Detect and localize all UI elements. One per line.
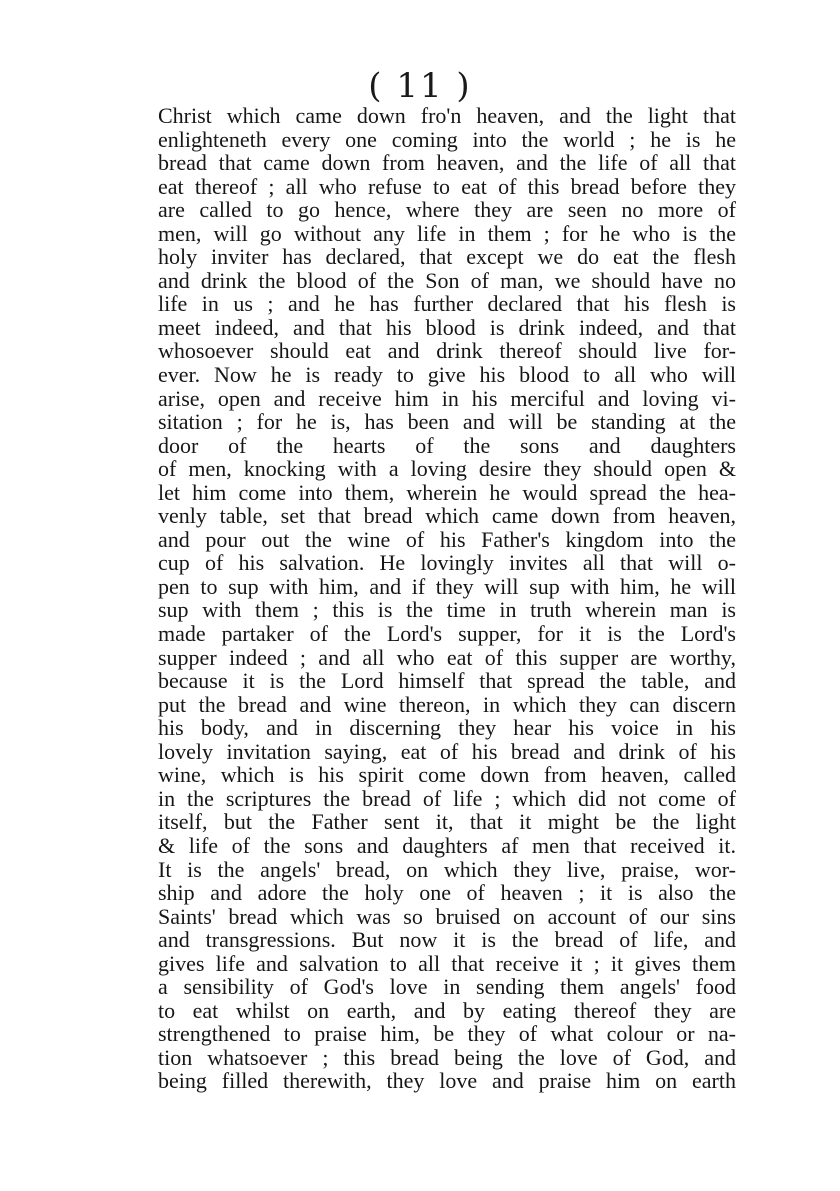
text-line: bread that came down from heaven, and the life of all that: [158, 150, 736, 176]
text-line: ship and adore the holy one of heaven ; it is also the: [158, 880, 736, 906]
text-line: of men, knocking with a loving desire they should open &: [158, 456, 736, 482]
text-line: pen to sup with him, and if they will sup with him, he will: [158, 573, 736, 599]
text-line: his body, and in discerning they hear his voice in his: [158, 715, 736, 741]
text-line: enlighteneth every one coming into the world ; he is he: [158, 126, 736, 152]
page-number: ( 11 ): [368, 66, 472, 106]
text-line: venly table, set that bread which came down from heaven,: [158, 503, 736, 529]
text-line: sitation ; for he is, has been and will be standing at the: [158, 409, 736, 435]
text-line: are called to go hence, where they are seen no more of: [158, 197, 736, 223]
text-line: holy inviter has declared, that except we do eat the flesh: [158, 244, 736, 270]
text-line: strengthened to praise him, be they of what colour or na-: [158, 1021, 736, 1047]
text-line: door of the hearts of the sons and daughters: [158, 432, 736, 458]
text-line: It is the angels' bread, on which they live, praise, wor-: [158, 856, 736, 882]
text-line: & life of the sons and daughters af men that received it.: [158, 832, 736, 858]
text-line: life in us ; and he has further declared that his flesh is: [158, 291, 736, 317]
text-line: lovely invitation saying, eat of his bread and drink of his: [158, 738, 736, 764]
text-line: itself, but the Father sent it, that it might be the light: [158, 809, 736, 835]
text-line: because it is the Lord himself that spread the table, and: [158, 668, 736, 694]
text-line: wine, which is his spirit come down from heaven, called: [158, 762, 736, 788]
text-line: in the scriptures the bread of life ; which did not come of: [158, 785, 736, 811]
text-line: meet indeed, and that his blood is drink indeed, and that: [158, 314, 736, 340]
text-line: supper indeed ; and all who eat of this supper are worthy,: [158, 644, 736, 670]
text-line: cup of his salvation. He lovingly invites all that will o-: [158, 550, 736, 576]
body-text: [158, 104, 736, 1093]
text-line: whosoever should eat and drink thereof should live for-: [158, 338, 736, 364]
text-line: and pour out the wine of his Father's kingdom into the: [158, 526, 736, 552]
text-line: tion whatsoever ; this bread being the love of God, and: [158, 1044, 736, 1070]
text-line: gives life and salvation to all that receive it ; it gives them: [158, 950, 736, 976]
text-line: and transgressions. But now it is the bread of life, and: [158, 927, 736, 953]
text-line: let him come into them, wherein he would spread the hea-: [158, 479, 736, 505]
text-line: being filled therewith, they love and praise him on earth: [158, 1068, 736, 1094]
text-line: arise, open and receive him in his merciful and loving vi-: [158, 385, 736, 411]
text-line: made partaker of the Lord's supper, for it is the Lord's: [158, 621, 736, 647]
text-line: Saints' bread which was so bruised on account of our sins: [158, 903, 736, 929]
text-line: to eat whilst on earth, and by eating thereof they are: [158, 997, 736, 1023]
text-line: Christ which came down fro'n heaven, and the light that: [158, 103, 736, 128]
text-line: and drink the blood of the Son of man, we should have no: [158, 267, 736, 293]
text-line: a sensibility of God's love in sending them angels' food: [158, 974, 736, 1000]
text-line: men, will go without any life in them ; for he who is the: [158, 220, 736, 246]
text-line: sup with them ; this is the time in truth wherein man is: [158, 597, 736, 623]
text-line: eat thereof ; all who refuse to eat of this bread before they: [158, 173, 736, 199]
text-line: ever. Now he is ready to give his blood to all who will: [158, 362, 736, 388]
text-line: put the bread and wine thereon, in which they can discern: [158, 691, 736, 717]
